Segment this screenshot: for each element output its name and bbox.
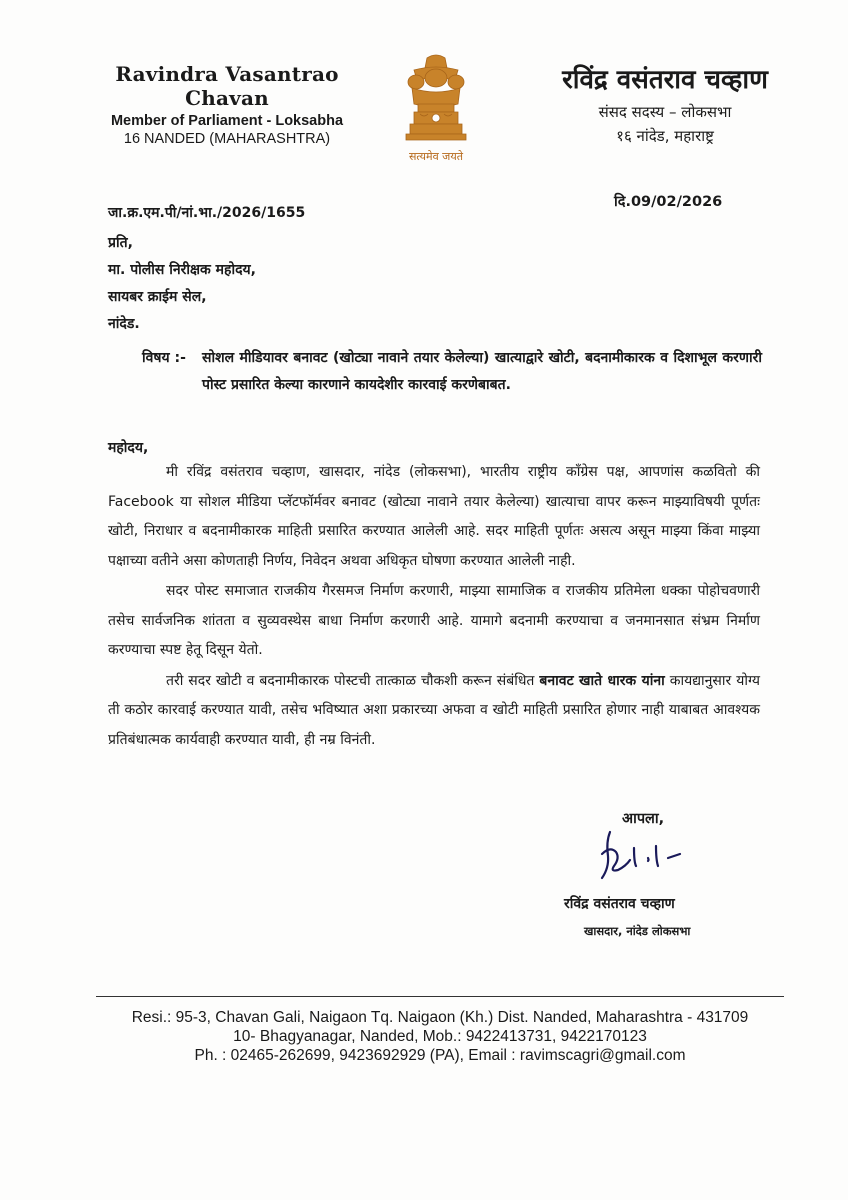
body-text: तरी सदर खोटी व बदनामीकारक पोस्टची तात्काळ चौकशी करून संबंधित bbox=[166, 672, 540, 689]
body-text: कायद्यानुसार योग्य ती कठोर कारवाई करण्यात यावी, तसेच भविष्यात अशा प्रकारच्या अफवा व खोटी माहिती प्रसारित होणार नाही याबाबत आवश्यक प्रतिबंधात्मक कार्यवाही करण्यात यावी, ही नम्र विनंती. bbox=[108, 672, 761, 748]
footer-contact bbox=[96, 1008, 784, 1065]
subject-text: सोशल मीडियावर बनावट (खोट्या नावाने तयार केलेल्या) खात्याद्वारे खोटी, बदनामीकारक व दिशाभूल करणारी पोस्ट प्रसारित केल्या कारणाने कायदेशीर कारवाई करणेबाबत. bbox=[202, 350, 762, 393]
letter-date: दि.09/02/2026 bbox=[614, 194, 723, 210]
recipient-address bbox=[108, 230, 256, 338]
letterhead-english bbox=[82, 62, 372, 147]
subject-label: विषय :- bbox=[142, 350, 186, 366]
valediction: आपला, bbox=[622, 811, 665, 827]
letterhead-marathi bbox=[540, 60, 790, 146]
emblem-motto: सत्यमेव जयते bbox=[408, 150, 463, 163]
body-text-bold: बनावट खाते धारक यांना bbox=[539, 672, 665, 689]
mp-constituency-english: 16 NANDED (MAHARASHTRA) bbox=[123, 131, 331, 147]
footer-line: 10- Bhagyanagar, Nanded, Mob.: 9422413731, 9422170123 bbox=[233, 1028, 647, 1045]
signatory-designation: खासदार, नांदेड लोकसभा bbox=[584, 924, 691, 938]
body-paragraph: सदर पोस्ट समाजात राजकीय गैरसमज निर्माण करणारी, माझ्या सामाजिक व राजकीय प्रतिमेला धक्का पोहोचवणारी तसेच सार्वजनिक शांतता व सुव्यवस्थेस बाधा निर्माण करणारी आहे. यामागे बदनामी करण्याचा व जनमानसात संभ्रम निर्माण करण्याचा स्पष्ट हेतू दिसून येतो. bbox=[108, 583, 760, 658]
national-emblem-icon bbox=[398, 52, 474, 164]
mp-designation-marathi: संसद सदस्य – लोकसभा bbox=[598, 103, 732, 121]
letter-body bbox=[108, 458, 760, 755]
recipient-line: सायबर क्राईम सेल, bbox=[108, 289, 207, 305]
mp-constituency-marathi: १६ नांदेड, महाराष्ट्र bbox=[616, 127, 714, 145]
recipient-line: मा. पोलीस निरीक्षक महोदय, bbox=[108, 262, 256, 278]
body-paragraph bbox=[108, 667, 760, 756]
recipient-line: नांदेड. bbox=[108, 316, 140, 332]
subject-block bbox=[142, 345, 762, 399]
signatory-name: रविंद्र वसंतराव चव्हाण bbox=[564, 896, 675, 912]
body-paragraph: मी रविंद्र वसंतराव चव्हाण, खासदार, नांदेड (लोकसभा), भारतीय राष्ट्रीय कॉंग्रेस पक्ष, आपणांस कळवितो की Facebook या सोशल मीडिया प्लॅटफॉर्मवर बनावट (खोट्या नावाने तयार केलेल्या) खात्याचा वापर करून माझ्याविषयी पूर्णतः खोटी, निराधार व बदनामीकारक माहिती प्रसारित करण्यात आलेली आहे. सदर माहिती पूर्णतः असत्य असून माझ्या किंवा माझ्या पक्षाच्या वतीने असा कोणताही निर्णय, निवेदन अथवा अधिकृत घोषणा करण्यात आलेली नाही. bbox=[108, 464, 760, 569]
handwritten-signature-icon bbox=[596, 826, 692, 886]
footer-line: Ph. : 02465-262699, 9423692929 (PA), Email : ravimscagri@gmail.com bbox=[194, 1047, 686, 1064]
mp-name-english: Ravindra Vasantrao Chavan bbox=[115, 62, 339, 110]
recipient-prefix: प्रति, bbox=[108, 235, 133, 251]
mp-name-marathi: रविंद्र वसंतराव चव्हाण bbox=[562, 65, 768, 95]
emblem-graphic bbox=[398, 52, 474, 148]
reference-number: जा.क्र.एम.पी/नां.भा./2026/1655 bbox=[108, 205, 306, 221]
footer-divider bbox=[96, 996, 784, 997]
salutation: महोदय, bbox=[108, 440, 149, 456]
footer-line: Resi.: 95-3, Chavan Gali, Naigaon Tq. Naigaon (Kh.) Dist. Nanded, Maharashtra - 431709 bbox=[131, 1009, 749, 1026]
mp-designation-english: Member of Parliament - Loksabha bbox=[110, 113, 344, 129]
